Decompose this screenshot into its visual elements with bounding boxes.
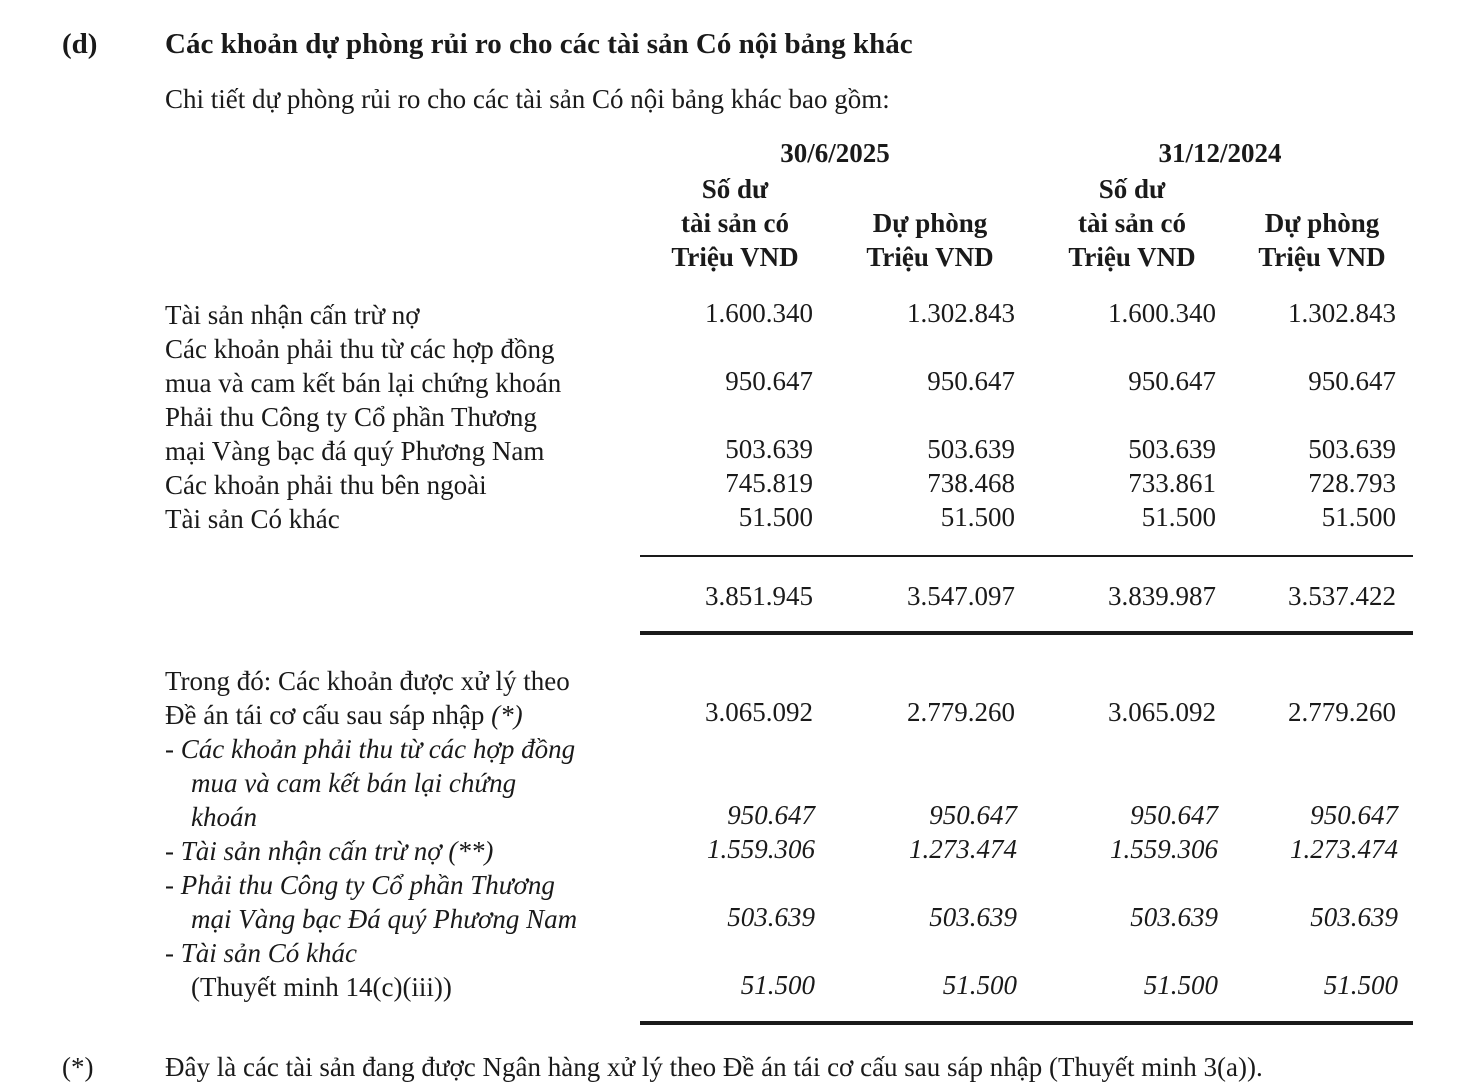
footnote-mark: (*)	[62, 1052, 94, 1082]
row-value: 503.639	[927, 434, 1015, 464]
of-which-value: 3.065.092	[1108, 697, 1216, 727]
row-value: 1.600.340	[705, 298, 813, 328]
sub-row-value: 51.500	[1143, 970, 1218, 1000]
row-value: 51.500	[1141, 502, 1216, 532]
col-header-provision-1: Dự phòng Triệu VND	[866, 208, 994, 272]
row-value: 950.647	[1308, 366, 1396, 396]
row-label: Các khoản phải thu bên ngoài	[165, 470, 487, 500]
col-header-balance-2: Số dư tài sản có Triệu VND	[1068, 174, 1196, 272]
section-label: (d)	[62, 28, 98, 60]
sub-row-value: 950.647	[1130, 800, 1218, 830]
section-title: Các khoản dự phòng rủi ro cho các tài sản Có nội bảng khác	[165, 28, 913, 60]
sub-row-value: 503.639	[727, 902, 815, 932]
row-value: 503.639	[1308, 434, 1396, 464]
bottom-double-rule	[640, 1021, 1413, 1025]
row-label: Tài sản nhận cấn trừ nợ	[165, 300, 420, 330]
sub-row-value: 1.559.306	[707, 834, 815, 864]
footnote-text: Đây là các tài sản đang được Ngân hàng xử lý theo Đề án tái cơ cấu sau sáp nhập (Thuyết minh 3(a)).	[165, 1052, 1263, 1082]
row-value: 51.500	[1321, 502, 1396, 532]
total-double-rule	[640, 631, 1413, 635]
subtotal-rule	[640, 555, 1413, 557]
of-which-value: 2.779.260	[907, 697, 1015, 727]
sub-row-value: 503.639	[929, 902, 1017, 932]
of-which-label: Trong đó: Các khoản được xử lý theo Đề án tái cơ cấu sau sáp nhập (*)	[165, 666, 570, 730]
period-header-2: 31/12/2024	[1158, 138, 1282, 168]
sub-row-label: - Tài sản nhận cấn trừ nợ (**)	[165, 836, 494, 866]
sub-row-value: 1.273.474	[909, 834, 1017, 864]
period-header-1: 30/6/2025	[780, 138, 890, 168]
row-label: Tài sản Có khác	[165, 504, 340, 534]
sub-row-value: 1.559.306	[1110, 834, 1218, 864]
row-value: 950.647	[725, 366, 813, 396]
sub-row-value: 51.500	[740, 970, 815, 1000]
col-header-provision-2: Dự phòng Triệu VND	[1258, 208, 1386, 272]
total-value: 3.547.097	[907, 581, 1015, 611]
sub-row-value: 503.639	[1130, 902, 1218, 932]
total-value: 3.537.422	[1288, 581, 1396, 611]
sub-row-value: 51.500	[1323, 970, 1398, 1000]
col-header-balance-1: Số dư tài sản có Triệu VND	[671, 174, 799, 272]
total-value: 3.839.987	[1108, 581, 1216, 611]
row-value: 51.500	[940, 502, 1015, 532]
sub-row-value: 950.647	[1310, 800, 1398, 830]
row-value: 1.302.843	[1288, 298, 1396, 328]
row-value: 51.500	[738, 502, 813, 532]
row-value: 503.639	[725, 434, 813, 464]
row-value: 738.468	[927, 468, 1015, 498]
of-which-value: 3.065.092	[705, 697, 813, 727]
row-value: 950.647	[927, 366, 1015, 396]
row-value: 503.639	[1128, 434, 1216, 464]
sub-row-value: 950.647	[929, 800, 1017, 830]
row-label: Các khoản phải thu từ các hợp đồng mua và cam kết bán lại chứng khoán	[165, 334, 562, 398]
row-value: 1.600.340	[1108, 298, 1216, 328]
sub-row-value: 51.500	[942, 970, 1017, 1000]
sub-row-label: - Tài sản Có khác (Thuyết minh 14(c)(iii))	[165, 938, 452, 1002]
row-value: 733.861	[1128, 468, 1216, 498]
row-value: 1.302.843	[907, 298, 1015, 328]
of-which-value: 2.779.260	[1288, 697, 1396, 727]
sub-row-label: - Các khoản phải thu từ các hợp đồng mua và cam kết bán lại chứng khoán	[165, 734, 576, 832]
section-intro: Chi tiết dự phòng rủi ro cho các tài sản Có nội bảng khác bao gồm:	[165, 84, 890, 114]
row-value: 728.793	[1308, 468, 1396, 498]
total-value: 3.851.945	[705, 581, 813, 611]
sub-row-value: 1.273.474	[1290, 834, 1398, 864]
row-label: Phải thu Công ty Cổ phần Thương mại Vàng bạc đá quý Phương Nam	[165, 402, 545, 466]
row-value: 950.647	[1128, 366, 1216, 396]
sub-row-value: 503.639	[1310, 902, 1398, 932]
sub-row-value: 950.647	[727, 800, 815, 830]
sub-row-label: - Phải thu Công ty Cổ phần Thương mại Vàng bạc Đá quý Phương Nam	[165, 870, 578, 934]
row-value: 745.819	[725, 468, 813, 498]
